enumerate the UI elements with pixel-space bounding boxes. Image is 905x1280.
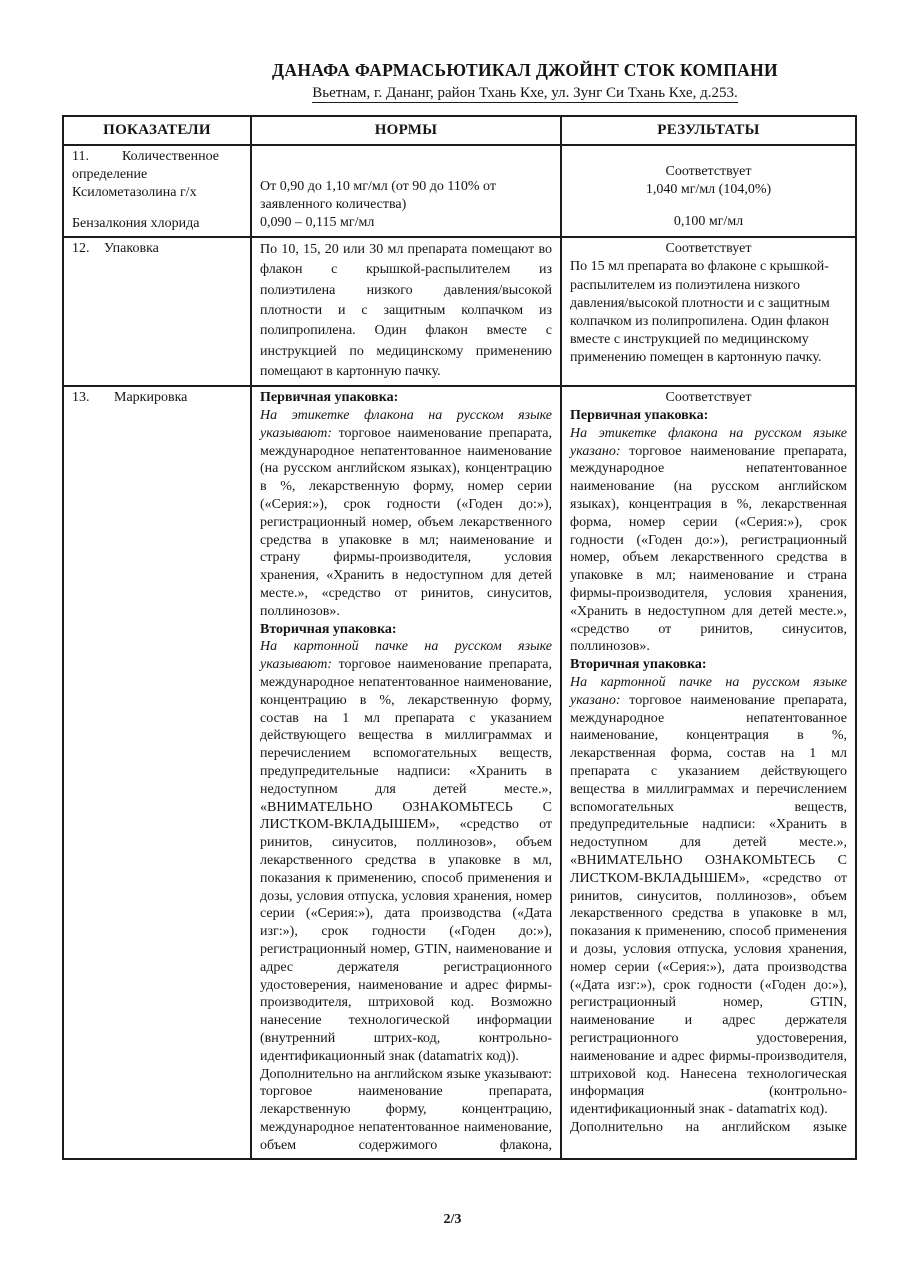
indicator-cell-13 xyxy=(63,386,251,1158)
norm-primary-package-heading: Первичная упаковка: xyxy=(260,390,399,406)
norm-packaging: По 10, 15, 20 или 30 мл препарата помещают во флакон с крышкой-распылителем из полиэтилена низкого давления/высокой плотности и с защитным колпачком из полипропилена. Один флакон вместе с инструкцией по медицинскому применению помещают в картонную пачку. xyxy=(260,242,552,379)
result-status-11: Соответствует xyxy=(665,164,752,179)
norm-additional-english: Дополнительно на английском языке указывают: торговое наименование препарата, лекарственную форму, концентрацию, международное непатентованное наименование, объем содержимого флакона, xyxy=(260,1066,552,1153)
indicator-title-12: 12. Упаковка xyxy=(72,241,159,257)
analyte-benzalkonium-label: Бензалкония хлорида xyxy=(72,216,200,232)
page-number: 2/3 xyxy=(443,1212,462,1227)
result-status-13: Соответствует xyxy=(665,390,752,406)
norm-secondary-body: торговое наименование препарата, международное непатентованное наименование, концентрацию в %, лекарственную форму, состав на 1 мл препарата с указанием действующего вещества в миллиграммах и перечислением вспомогательных веществ, предупредительные надписи: «Хранить в недоступном для детей месте.», «ВНИМАТЕЛЬНО ОЗНАКОМЬТЕСЬ С ЛИСТКОМ-ВКЛАДЫШЕМ», «средство от ринитов, синуситов, поллинозов», объем лекарственного средства в упаковке в мл, показания к применению, способ применения и дозы, условия отпуска, условия хранения, номер серии («Серия:»), дата производства («Дата изг:»), срок годности («Годен до:»), регистрационный номер, GTIN, наименование и адрес держателя регистрационного удостоверения, наименование и адрес фирмы-производителя, штриховой код. Возможно нанесение технологической информации (внутренний штрих-код, контрольно-идентификационный знак (datamatrix код)). xyxy=(260,657,552,1064)
quality-results-table xyxy=(62,115,857,1160)
column-header-indicators: ПОКАЗАТЕЛИ xyxy=(63,116,251,145)
analyte-xylometazoline-label: Ксилометазолина г/х xyxy=(72,184,197,200)
result-status-12: Соответствует xyxy=(665,241,752,257)
column-header-norms: НОРМЫ xyxy=(251,116,561,145)
result-primary-package-heading: Первичная упаковка: xyxy=(570,408,709,424)
result-secondary-package-heading: Вторичная упаковка: xyxy=(570,657,707,673)
result-primary-body: торговое наименование препарата, международное непатентованное наименование (на русском английском языках), концентрация в %, лекарственная форма, номер серии («Серия:»), срок годности («Годен до:»), регистрационный номер, объем лекарственного средства в упаковке в мл; наименование и страна фирмы-производителя, условия хранения, «Хранить в недоступном для детей месте.», «средство от ринитов, синуситов, поллинозов». xyxy=(570,443,847,655)
results-cell-12 xyxy=(561,237,856,386)
norm-primary-package-text xyxy=(260,407,552,621)
table-row-11 xyxy=(63,145,856,237)
company-address: Вьетнам, г. Дананг, район Тхань Кхе, ул. Зунг Си Тхань Кхе, д.253. xyxy=(312,85,738,101)
norm-benzalkonium: 0,090 – 0,115 мг/мл xyxy=(260,214,375,230)
result-packaging: По 15 мл препарата во флаконе с крышкой-распылителем из полиэтилена низкого давления/высокой плотности и с защитным колпачком из полипропилена. Один флакон вместе с инструкцией по медицинскому применению помещен в картонную пачку. xyxy=(570,259,830,366)
column-header-results: РЕЗУЛЬТАТЫ xyxy=(561,116,856,145)
result-additional-english: Дополнительно на английском языке xyxy=(570,1119,847,1135)
table-row-12 xyxy=(63,237,856,386)
company-name: ДАНАФА ФАРМАСЬЮТИКАЛ ДЖОЙНТ СТОК КОМПАНИ xyxy=(272,60,778,80)
norm-secondary-lead: На картонной пачке на русском языке указывают: xyxy=(260,639,552,673)
norm-secondary-package-text xyxy=(260,638,552,1065)
result-benzalkonium: 0,100 мг/мл xyxy=(673,213,744,229)
result-secondary-lead: На картонной пачке на русском языке указано: xyxy=(570,675,847,708)
document-header xyxy=(175,60,875,102)
indicator-title-11: 11. Количественное определение xyxy=(72,149,219,182)
norm-primary-body: торговое наименование препарата, международное непатентованное наименование (на русском английском языках), концентрацию в %, лекарственную форму, номер серии («Серия:»), срок годности («Годен до:»), регистрационный номер, объем лекарственного средства в упаковке в мл; наименование и страну фирмы-производителя, условия хранения, «Хранить в недоступном для детей месте.», «средство от ринитов, синуситов, поллинозов». xyxy=(260,425,552,619)
table-header-row xyxy=(63,116,856,145)
norms-cell-13 xyxy=(251,386,561,1158)
norm-xylometazoline: От 0,90 до 1,10 мг/мл (от 90 до 110% от заявленного количества) xyxy=(260,179,496,212)
result-primary-lead: На этикетке флакона на русском языке указано: xyxy=(570,425,847,459)
indicator-number-12: 12. xyxy=(72,241,90,257)
norms-cell-11 xyxy=(251,145,561,237)
indicator-cell-12 xyxy=(63,237,251,386)
norm-secondary-package-heading: Вторичная упаковка: xyxy=(260,621,397,637)
results-cell-11 xyxy=(561,145,856,237)
indicator-title-13: 13. Маркировка xyxy=(72,390,188,406)
results-cell-13 xyxy=(561,386,856,1158)
result-primary-package-text xyxy=(570,425,847,656)
table-row-13 xyxy=(63,386,856,1158)
result-secondary-package-text xyxy=(570,674,847,1119)
indicator-number-13: 13. xyxy=(72,390,90,406)
norm-primary-lead: На этикетке флакона на русском языке указывают: xyxy=(260,408,552,441)
indicator-number-11: 11. xyxy=(72,149,89,164)
norms-cell-12 xyxy=(251,237,561,386)
result-secondary-body: торговое наименование препарата, международное непатентованное наименование, концентрация в %, лекарственная форма, состав на 1 мл препарата с указанием действующего вещества в миллиграммах и перечислением вспомогательных веществ, предупредительные надписи: «Хранить в недоступном для детей месте.», «ВНИМАТЕЛЬНО ОЗНАКОМЬТЕСЬ С ЛИСТКОМ-ВКЛАДЫШЕМ», «средство от ринитов, синуситов, поллинозов», объем лекарственного средства в упаковке в мл, показания к применению, способ применения и дозы, условия отпуска, условия хранения, номер серии («Серия:»), дата производства («Дата изг:»), срок годности («Годен до:»), регистрационный номер, GTIN, наименование и адрес держателя регистрационного удостоверения, наименование и адрес фирмы-производителя, штриховой код. Нанесена технологическая информация (контрольно-идентификационный знак - datamatrix код). xyxy=(570,692,847,1118)
result-xylometazoline: 1,040 мг/мл (104,0%) xyxy=(645,181,772,197)
indicator-cell-11 xyxy=(63,145,251,237)
